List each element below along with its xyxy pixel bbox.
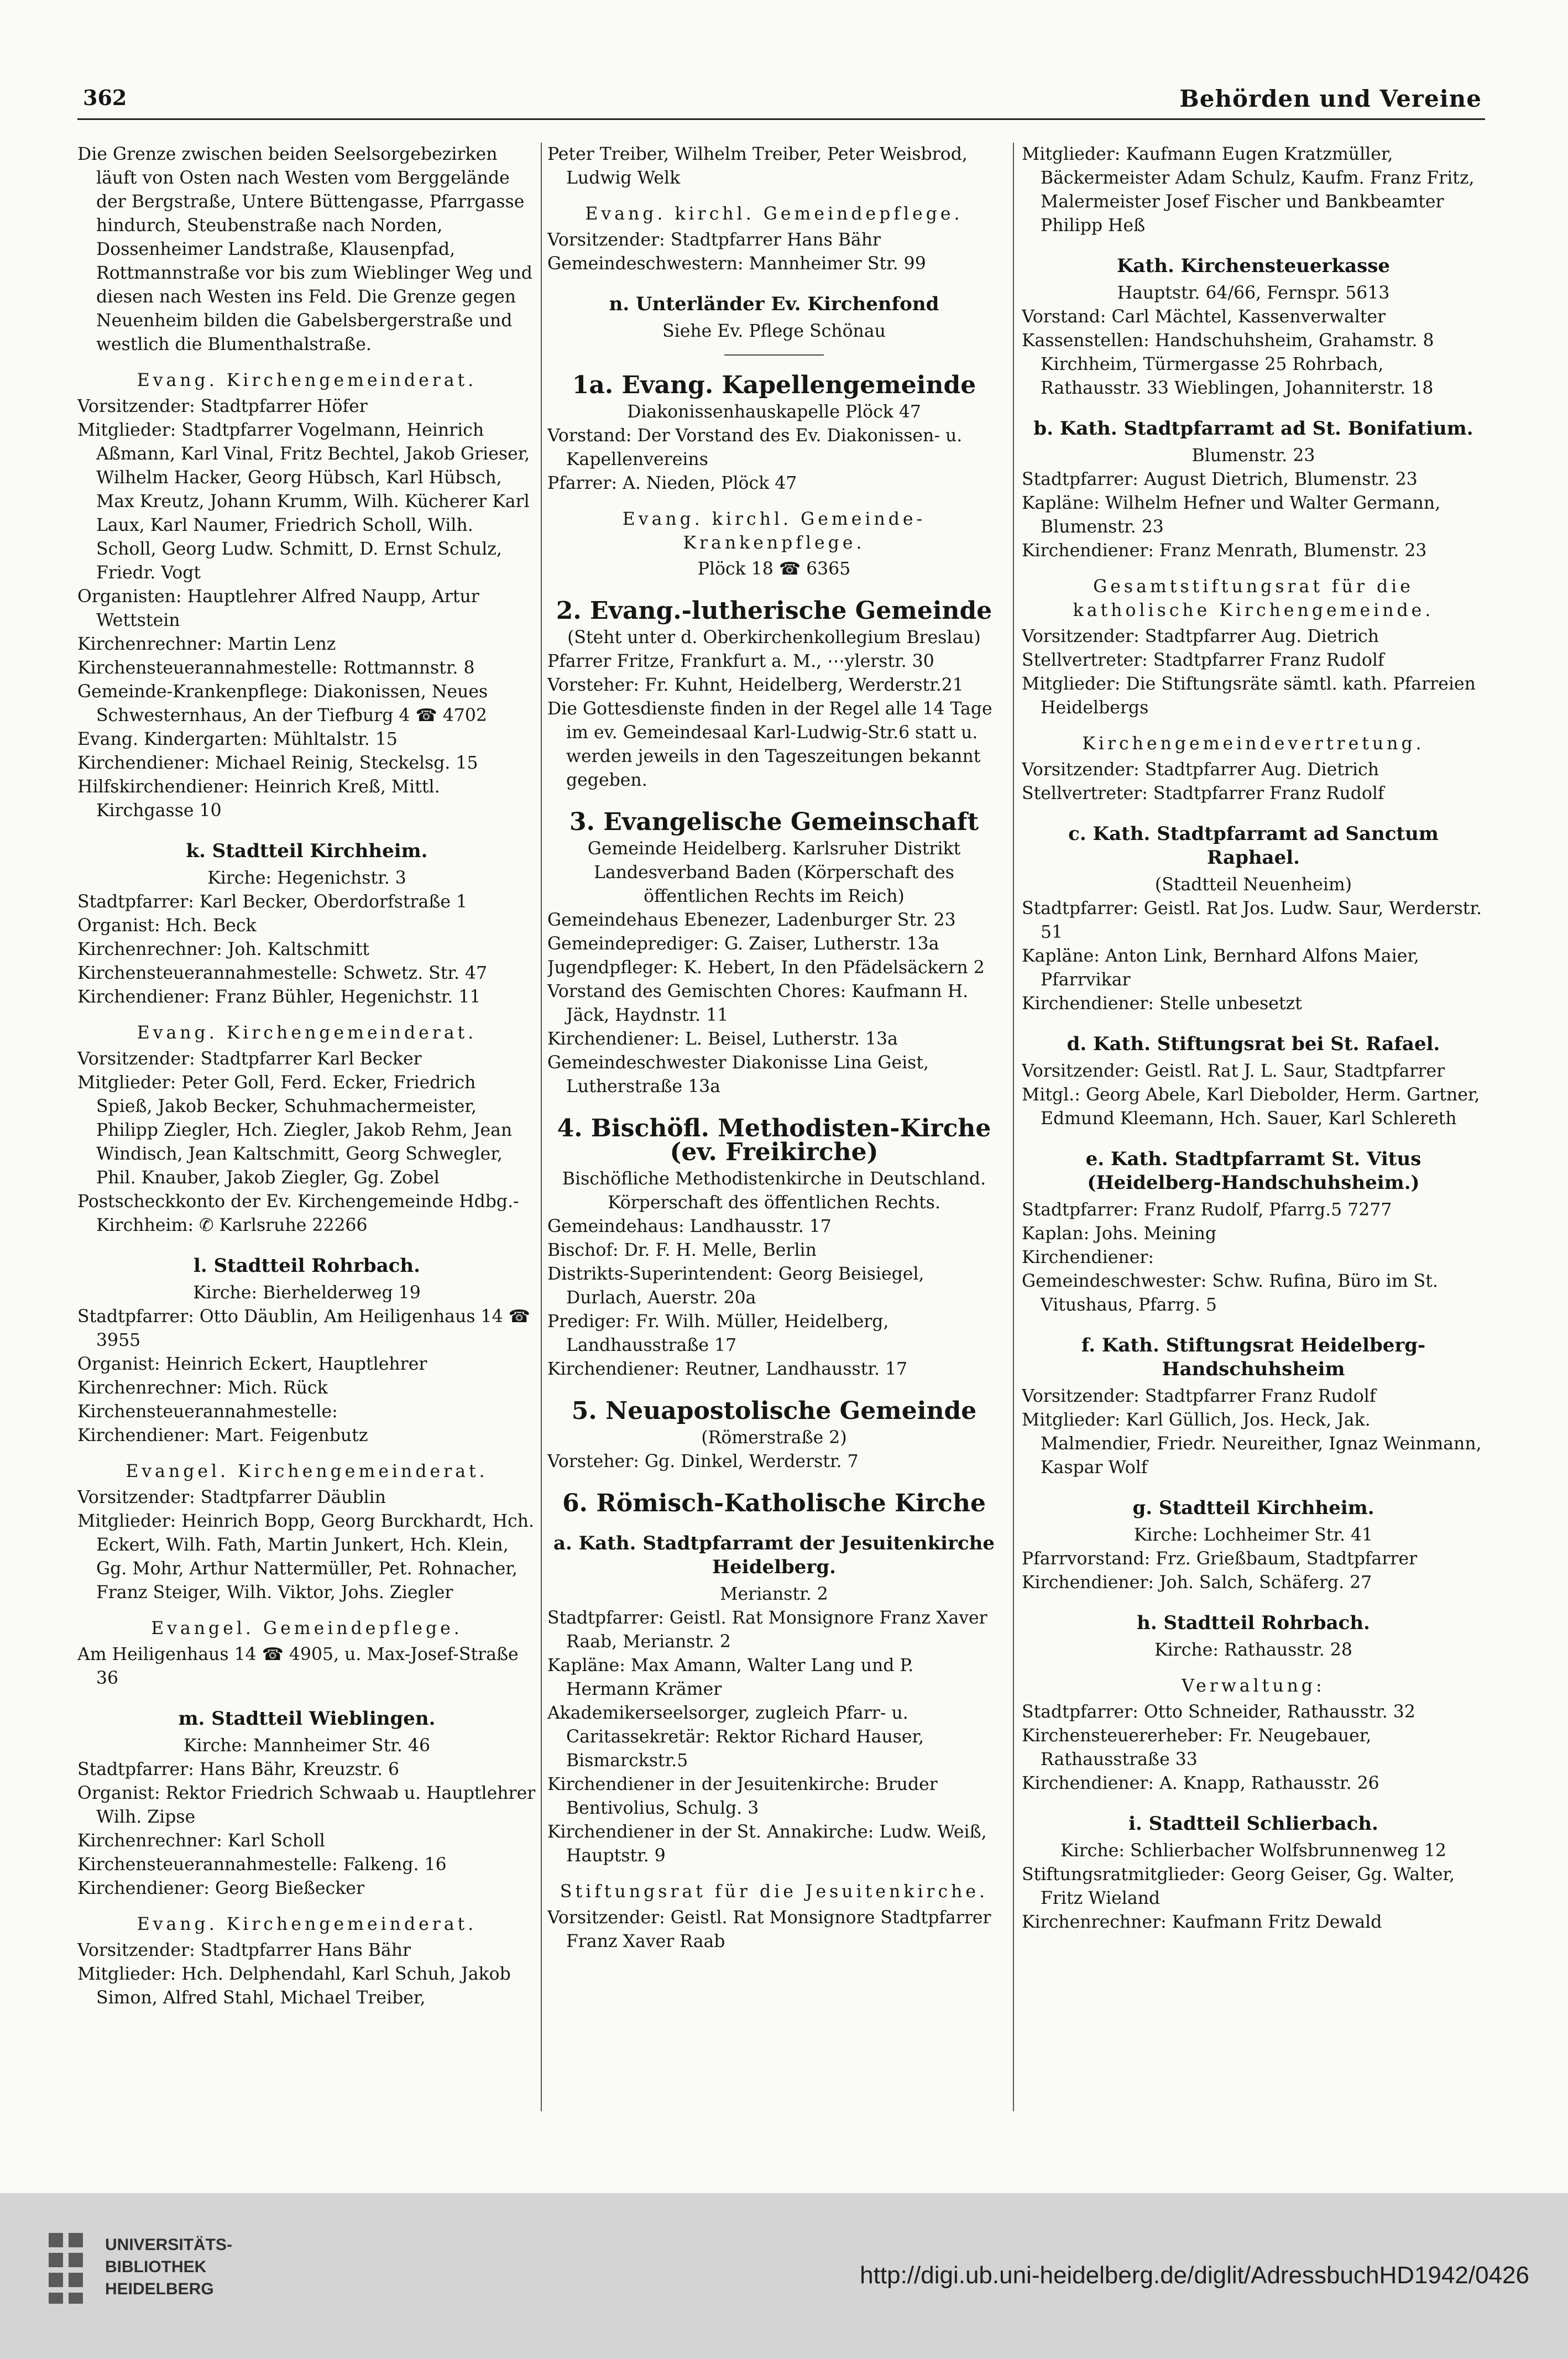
directory-entry: Mitglieder: Heinrich Bopp, Georg Burckhardt, Hch. Eckert, Wilh. Fath, Martin Junkert, Hch. Klein, Gg. Mohr, Arthur Nattermüller, Pet. Rohnacher, Franz Steiger, Wilh. Viktor, Johs. Ziegler bbox=[77, 1511, 535, 1603]
column-divider bbox=[1013, 143, 1014, 2111]
section-heading: n. Unterländer Ev. Kirchenfond bbox=[609, 293, 939, 315]
directory-entry: Vorsitzender: Stadtpfarrer Aug. Dietrich bbox=[1022, 627, 1379, 646]
directory-entry: Die Grenze zwischen beiden Seelsorgebezirken läuft von Osten nach Westen vom Berggelände der Bergstraße, Untere Büttengasse, Pfarrgasse hindurch, Steubenstraße nach Norden, Dossenheimer Landstraße, Klausenpfad, Rottmannstraße vor bis zum Wieblinger Weg und diesen nach Westen ins Feld. Die Grenze gegen Neuenheim bilden die Gabelsbergerstraße und westlich die Blumenthalstraße. bbox=[77, 144, 532, 354]
directory-entry: Kirchendiener in der Jesuitenkirche: Bruder Bentivolius, Schulg. 3 bbox=[547, 1775, 938, 1818]
directory-entry: Pfarrer: A. Nieden, Plöck 47 bbox=[547, 473, 797, 493]
spaced-heading: Stiftungsrat für die Jesuitenkirche. bbox=[560, 1882, 989, 1902]
library-footer bbox=[0, 2193, 1568, 2359]
directory-entry: Stadtpfarrer: Otto Däublin, Am Heiligenhaus 14 ☎ 3955 bbox=[77, 1307, 530, 1350]
directory-entry: Organisten: Hauptlehrer Alfred Naupp, Artur Wettstein bbox=[77, 587, 479, 630]
section-heading: g. Stadtteil Kirchheim. bbox=[1132, 1497, 1374, 1519]
section-subtitle: (Stadtteil Neuenheim) bbox=[1154, 875, 1352, 895]
directory-entry: Hilfskirchendiener: Heinrich Kreß, Mittl. Kirchgasse 10 bbox=[77, 777, 440, 821]
section-subtitle: Kirche: Lochheimer Str. 41 bbox=[1133, 1525, 1373, 1545]
section-heading: k. Stadtteil Kirchheim. bbox=[186, 840, 428, 862]
directory-entry: Organist: Rektor Friedrich Schwaab u. Hauptlehrer Wilh. Zipse bbox=[77, 1783, 536, 1827]
directory-entry: Stadtpfarrer: Franz Rudolf, Pfarrg.5 7277 bbox=[1022, 1200, 1392, 1220]
directory-entry: Organist: Heinrich Eckert, Hauptlehrer bbox=[77, 1354, 427, 1374]
spaced-heading: Evangel. Kirchengemeinderat. bbox=[126, 1462, 488, 1481]
section-heading: l. Stadtteil Rohrbach. bbox=[194, 1255, 420, 1277]
directory-entry: Pfarrvorstand: Frz. Grießbaum, Stadtpfarrer bbox=[1022, 1549, 1418, 1569]
section-heading: a. Kath. Stadtpfarramt der Jesuitenkirche Heidelberg. bbox=[553, 1532, 995, 1578]
directory-entry: Peter Treiber, Wilhelm Treiber, Peter Weisbrod, Ludwig Welk bbox=[547, 144, 968, 188]
section-heading: b. Kath. Stadtpfarramt ad St. Bonifatium. bbox=[1033, 417, 1473, 440]
directory-entry: Stadtpfarrer: Geistl. Rat Monsignore Franz Xaver Raab, Merianstr. 2 bbox=[547, 1608, 987, 1652]
directory-entry: Kirchendiener in der St. Annakirche: Ludw. Weiß, Hauptstr. 9 bbox=[547, 1822, 987, 1866]
source-url-link[interactable]: http://digi.ub.uni-heidelberg.de/diglit/AdressbuchHD1942/0426 bbox=[860, 2262, 1529, 2289]
page-header bbox=[77, 83, 1485, 120]
directory-entry: Kirchenrechner: Mich. Rück bbox=[77, 1378, 328, 1398]
directory-entry: Kirchensteuerannahmestelle: bbox=[77, 1402, 338, 1422]
directory-entry: Distrikts-Superintendent: Georg Beisiegel, Durlach, Auerstr. 20a bbox=[547, 1264, 924, 1308]
directory-entry: Vorsitzender: Stadtpfarrer Karl Becker bbox=[77, 1049, 422, 1069]
library-name-line: BIBLIOTHEK bbox=[105, 2258, 207, 2276]
spaced-heading: Evangel. Gemeindepflege. bbox=[151, 1619, 463, 1638]
section-subtitle: Kirche: Schlierbacher Wolfsbrunnenweg 12 bbox=[1060, 1841, 1446, 1861]
directory-entry: Stadtpfarrer: August Dietrich, Blumenstr. 23 bbox=[1022, 469, 1418, 489]
directory-entry: Prediger: Fr. Wilh. Müller, Heidelberg, Landhausstraße 17 bbox=[547, 1312, 889, 1355]
directory-entry: Kirchensteuerannahmestelle: Schwetz. Str. 47 bbox=[77, 963, 488, 983]
directory-entry: Kirchensteuererheber: Fr. Neugebauer, Rathausstraße 33 bbox=[1022, 1726, 1372, 1770]
directory-entry: Kirchensteuerannahmestelle: Falkeng. 16 bbox=[77, 1855, 447, 1875]
section-subtitle: Plöck 18 ☎ 6365 bbox=[697, 559, 851, 579]
directory-entry: Mitglieder: Hch. Delphendahl, Karl Schuh, Jakob Simon, Alfred Stahl, Michael Treiber, bbox=[77, 1964, 511, 2008]
directory-entry: Stadtpfarrer: Karl Becker, Oberdorfstraße 1 bbox=[77, 892, 468, 912]
section-subtitle: Bischöfliche Methodistenkirche in Deutschland. Körperschaft des öffentlichen Rechts. bbox=[562, 1169, 986, 1213]
directory-entry: Kirchendiener: Reutner, Landhausstr. 17 bbox=[547, 1359, 908, 1379]
directory-entry: Kirchendiener: Joh. Salch, Schäferg. 27 bbox=[1022, 1573, 1372, 1593]
directory-entry: Kassenstellen: Handschuhsheim, Grahamstr. 8 Kirchheim, Türmergasse 25 Rohrbach, Rathausstr. 33 Wieblingen, Johanniterstr. 18 bbox=[1022, 331, 1434, 398]
directory-entry: Gemeindeschwester Diakonisse Lina Geist, Lutherstraße 13a bbox=[547, 1053, 929, 1097]
directory-entry: Mitglieder: Kaufmann Eugen Kratzmüller, Bäckermeister Adam Schulz, Kaufm. Franz Fritz, Malermeister Josef Fischer und Bankbeamter Philipp Heß bbox=[1022, 144, 1475, 236]
directory-entry: Vorsitzender: Stadtpfarrer Hans Bähr bbox=[77, 1940, 411, 1960]
directory-entry: Kirchenrechner: Karl Scholl bbox=[77, 1831, 325, 1851]
section-heading: i. Stadtteil Schlierbach. bbox=[1128, 1813, 1378, 1835]
directory-entry: Vorsitzender: Stadtpfarrer Aug. Dietrich bbox=[1022, 760, 1379, 780]
directory-entry: Vorsitzender: Stadtpfarrer Höfer bbox=[77, 396, 368, 416]
library-name bbox=[105, 2234, 232, 2300]
directory-entry: Kirchenrechner: Kaufmann Fritz Dewald bbox=[1022, 1912, 1382, 1932]
directory-entry: Gemeindeschwestern: Mannheimer Str. 99 bbox=[547, 254, 926, 274]
spaced-heading: Gesamtstiftungsrat für die katholische Kirchengemeinde. bbox=[1073, 577, 1434, 620]
directory-entry: Die Gottesdienste finden in der Regel alle 14 Tage im ev. Gemeindesaal Karl-Ludwig-Str.6 statt u. werden jeweils in den Tageszeitungen bekannt gegeben. bbox=[547, 699, 992, 790]
directory-entry: Vorstand: Der Vorstand des Ev. Diakonissen- u. Kapellenvereins bbox=[547, 426, 963, 469]
section-subtitle: (Steht unter d. Oberkirchenkollegium Breslau) bbox=[567, 628, 981, 648]
section-heading: d. Kath. Stiftungsrat bei St. Rafael. bbox=[1067, 1033, 1440, 1055]
directory-entry: Postscheckkonto der Ev. Kirchengemeinde Hdbg.-Kirchheim: ✆ Karlsruhe 22266 bbox=[77, 1192, 519, 1235]
section-subtitle: Kirche: Hegenichstr. 3 bbox=[207, 868, 406, 888]
directory-entry: Kirchenrechner: Joh. Kaltschmitt bbox=[77, 940, 370, 959]
section-subtitle: Siehe Ev. Pflege Schönau bbox=[662, 321, 886, 341]
section-subtitle: (Römerstraße 2) bbox=[701, 1428, 847, 1448]
directory-entry: Vorstand: Carl Mächtel, Kassenverwalter bbox=[1022, 307, 1386, 327]
section-subtitle: Kirche: Mannheimer Str. 46 bbox=[184, 1736, 430, 1756]
spaced-heading: Evang. Kirchengemeinderat. bbox=[137, 1914, 477, 1934]
directory-entry: Vorsteher: Fr. Kuhnt, Heidelberg, Werderstr.21 bbox=[547, 675, 964, 695]
library-name-line: UNIVERSITÄTS- bbox=[105, 2236, 233, 2254]
directory-entry: Evang. Kindergarten: Mühltalstr. 15 bbox=[77, 729, 398, 749]
directory-entry: Vorstand des Gemischten Chores: Kaufmann H. Jäck, Haydnstr. 11 bbox=[547, 982, 969, 1025]
directory-entry: Mitglieder: Die Stiftungsräte sämtl. kath. Pfarreien Heidelbergs bbox=[1022, 674, 1476, 718]
directory-entry: Kirchendiener: Michael Reinig, Steckelsg. 15 bbox=[77, 753, 478, 773]
spaced-heading: Verwaltung: bbox=[1182, 1676, 1325, 1696]
section-subtitle: Blumenstr. 23 bbox=[1191, 446, 1315, 466]
directory-entry: Kirchendiener: bbox=[1022, 1248, 1154, 1267]
major-heading: 1a. Evang. Kapellengemeinde bbox=[572, 371, 976, 399]
section-heading: Kath. Kirchensteuerkasse bbox=[1116, 255, 1391, 277]
major-heading: 2. Evang.-lutherische Gemeinde bbox=[556, 597, 992, 625]
section-subtitle: Merianstr. 2 bbox=[720, 1584, 828, 1604]
major-heading: 6. Römisch-Katholische Kirche bbox=[562, 1489, 986, 1517]
directory-entry: Pfarrer Fritze, Frankfurt a. M., ⋯ylerstr. 30 bbox=[547, 651, 934, 671]
column-left bbox=[77, 143, 536, 2111]
directory-entry: Gemeindehaus Ebenezer, Ladenburger Str. 23 bbox=[547, 910, 956, 930]
directory-entry: Mitglieder: Karl Güllich, Jos. Heck, Jak. Malmendier, Friedr. Neureither, Ignaz Weinmann, Kaspar Wolf bbox=[1022, 1410, 1482, 1478]
major-heading: 4. Bischöfl. Methodisten-Kirche (ev. Freikirche) bbox=[557, 1114, 991, 1166]
directory-entry: Vorsitzender: Stadtpfarrer Däublin bbox=[77, 1488, 386, 1507]
directory-entry: Kapläne: Max Amann, Walter Lang und P. Hermann Krämer bbox=[547, 1656, 914, 1699]
directory-entry: Vorsitzender: Stadtpfarrer Franz Rudolf bbox=[1022, 1386, 1376, 1406]
column-divider bbox=[541, 143, 542, 2111]
directory-entry: Stiftungsratmitglieder: Georg Geiser, Gg. Walter, Fritz Wieland bbox=[1022, 1865, 1455, 1908]
major-heading: 3. Evangelische Gemeinschaft bbox=[569, 808, 979, 836]
directory-entry: Vorsitzender: Stadtpfarrer Hans Bähr bbox=[547, 230, 881, 250]
page-number: 362 bbox=[83, 85, 127, 110]
section-subtitle: Hauptstr. 64/66, Fernspr. 5613 bbox=[1117, 283, 1390, 303]
section-subtitle: Gemeinde Heidelberg. Karlsruher Distrikt Landesverband Baden (Körperschaft des öffentlichen Rechts im Reich) bbox=[587, 839, 961, 906]
directory-entry: Mitgl.: Georg Abele, Karl Diebolder, Herm. Gartner, Edmund Kleemann, Hch. Sauer, Karl Schlereth bbox=[1022, 1085, 1480, 1129]
section-heading: h. Stadtteil Rohrbach. bbox=[1137, 1612, 1370, 1634]
directory-entry: Kirchenrechner: Martin Lenz bbox=[77, 634, 336, 654]
directory-entry: Am Heiligenhaus 14 ☎ 4905, u. Max-Josef-Straße 36 bbox=[77, 1645, 519, 1688]
section-rule bbox=[724, 354, 824, 356]
spaced-heading: Evang. Kirchengemeinderat. bbox=[137, 370, 477, 390]
directory-entry: Kirchendiener: Franz Bühler, Hegenichstr. 11 bbox=[77, 987, 481, 1007]
directory-entry: Kaplan: Johs. Meining bbox=[1022, 1224, 1217, 1244]
directory-entry: Mitglieder: Peter Goll, Ferd. Ecker, Friedrich Spieß, Jakob Becker, Schuhmachermeister, Philipp Ziegler, Hch. Ziegler, Jakob Rehm, Jean Windisch, Jean Kaltschmitt, Georg Schwegler, Phil. Knauber, Jakob Ziegler, Gg. Zobel bbox=[77, 1073, 513, 1188]
spaced-heading: Evang. kirchl. Gemeindepflege. bbox=[585, 204, 963, 224]
directory-entry: Kirchendiener: L. Beisel, Lutherstr. 13a bbox=[547, 1029, 898, 1049]
directory-entry: Stellvertreter: Stadtpfarrer Franz Rudolf bbox=[1022, 650, 1384, 670]
major-heading: 5. Neuapostolische Gemeinde bbox=[571, 1397, 977, 1425]
library-logo-icon bbox=[49, 2233, 87, 2310]
directory-entry: Kapläne: Anton Link, Bernhard Alfons Maier, Pfarrvikar bbox=[1022, 946, 1419, 990]
directory-entry: Bischof: Dr. F. H. Melle, Berlin bbox=[547, 1240, 817, 1260]
directory-entry: Gemeinde-Krankenpflege: Diakonissen, Neues Schwesternhaus, An der Tiefburg 4 ☎ 4702 bbox=[77, 682, 488, 726]
directory-entry: Vorsitzender: Geistl. Rat Monsignore Stadtpfarrer Franz Xaver Raab bbox=[547, 1908, 991, 1951]
section-heading: e. Kath. Stadtpfarramt St. Vitus (Heidelberg-Handschuhsheim.) bbox=[1085, 1148, 1421, 1194]
directory-entry: Jugendpfleger: K. Hebert, In den Pfädelsäckern 2 bbox=[547, 958, 985, 978]
directory-entry: Organist: Hch. Beck bbox=[77, 916, 257, 936]
directory-entry: Mitglieder: Stadtpfarrer Vogelmann, Heinrich Aßmann, Karl Vinal, Fritz Bechtel, Jakob Grieser, Wilhelm Hacker, Georg Hübsch, Karl Hübsch, Max Kreutz, Johann Krumm, Wilh. Kücherer Karl Laux, Karl Naumer, Friedrich Scholl, Wilh. Scholl, Georg Ludw. Schmitt, D. Ernst Schulz, Friedr. Vogt bbox=[77, 420, 530, 583]
directory-entry: Kirchendiener: Mart. Feigenbutz bbox=[77, 1426, 368, 1445]
directory-entry: Stadtpfarrer: Otto Schneider, Rathausstr. 32 bbox=[1022, 1702, 1415, 1722]
directory-entry: Stadtpfarrer: Geistl. Rat Jos. Ludw. Saur, Werderstr. 51 bbox=[1022, 899, 1482, 942]
spaced-heading: Evang. kirchl. Gemeinde-Krankenpflege. bbox=[622, 509, 926, 553]
column-middle bbox=[547, 143, 1001, 2111]
directory-entry: Stellvertreter: Stadtpfarrer Franz Rudolf bbox=[1022, 784, 1384, 803]
section-heading: f. Kath. Stiftungsrat Heidelberg-Handschuhsheim bbox=[1081, 1334, 1426, 1380]
directory-entry: Akademikerseelsorger, zugleich Pfarr- u. Caritassekretär: Rektor Richard Hauser, Bismarckstr.5 bbox=[547, 1703, 924, 1771]
spaced-heading: Evang. Kirchengemeinderat. bbox=[137, 1023, 477, 1043]
directory-entry: Gemeindeprediger: G. Zaiser, Lutherstr. 13a bbox=[547, 934, 939, 954]
section-heading: c. Kath. Stadtpfarramt ad Sanctum Raphael. bbox=[1068, 823, 1439, 869]
library-name-line: HEIDELBERG bbox=[105, 2280, 214, 2298]
directory-entry: Kirchendiener: Franz Menrath, Blumenstr. 23 bbox=[1022, 541, 1427, 561]
directory-entry: Vorsteher: Gg. Dinkel, Werderstr. 7 bbox=[547, 1452, 859, 1471]
directory-entry: Gemeindeschwester: Schw. Rufina, Büro im St. Vitushaus, Pfarrg. 5 bbox=[1022, 1271, 1438, 1315]
section-heading: m. Stadtteil Wieblingen. bbox=[178, 1708, 436, 1730]
directory-entry: Gemeindehaus: Landhausstr. 17 bbox=[547, 1217, 832, 1236]
section-subtitle: Kirche: Rathausstr. 28 bbox=[1154, 1640, 1352, 1660]
section-subtitle: Kirche: Bierhelderweg 19 bbox=[193, 1283, 421, 1303]
column-right bbox=[1022, 143, 1485, 2111]
directory-entry: Kirchendiener: A. Knapp, Rathausstr. 26 bbox=[1022, 1773, 1379, 1793]
spaced-heading: Kirchengemeindevertretung. bbox=[1082, 734, 1425, 754]
directory-entry: Kirchendiener: Stelle unbesetzt bbox=[1022, 994, 1302, 1014]
directory-entry: Kirchensteuerannahmestelle: Rottmannstr. 8 bbox=[77, 658, 475, 678]
directory-entry: Vorsitzender: Geistl. Rat J. L. Saur, Stadtpfarrer bbox=[1022, 1061, 1445, 1081]
directory-entry: Stadtpfarrer: Hans Bähr, Kreuzstr. 6 bbox=[77, 1760, 400, 1779]
directory-entry: Kirchendiener: Georg Bießecker bbox=[77, 1878, 364, 1898]
running-head: Behörden und Vereine bbox=[1179, 85, 1482, 112]
directory-entry: Kapläne: Wilhelm Hefner und Walter Germann, Blumenstr. 23 bbox=[1022, 493, 1441, 537]
section-subtitle: Diakonissenhauskapelle Plöck 47 bbox=[627, 402, 921, 422]
